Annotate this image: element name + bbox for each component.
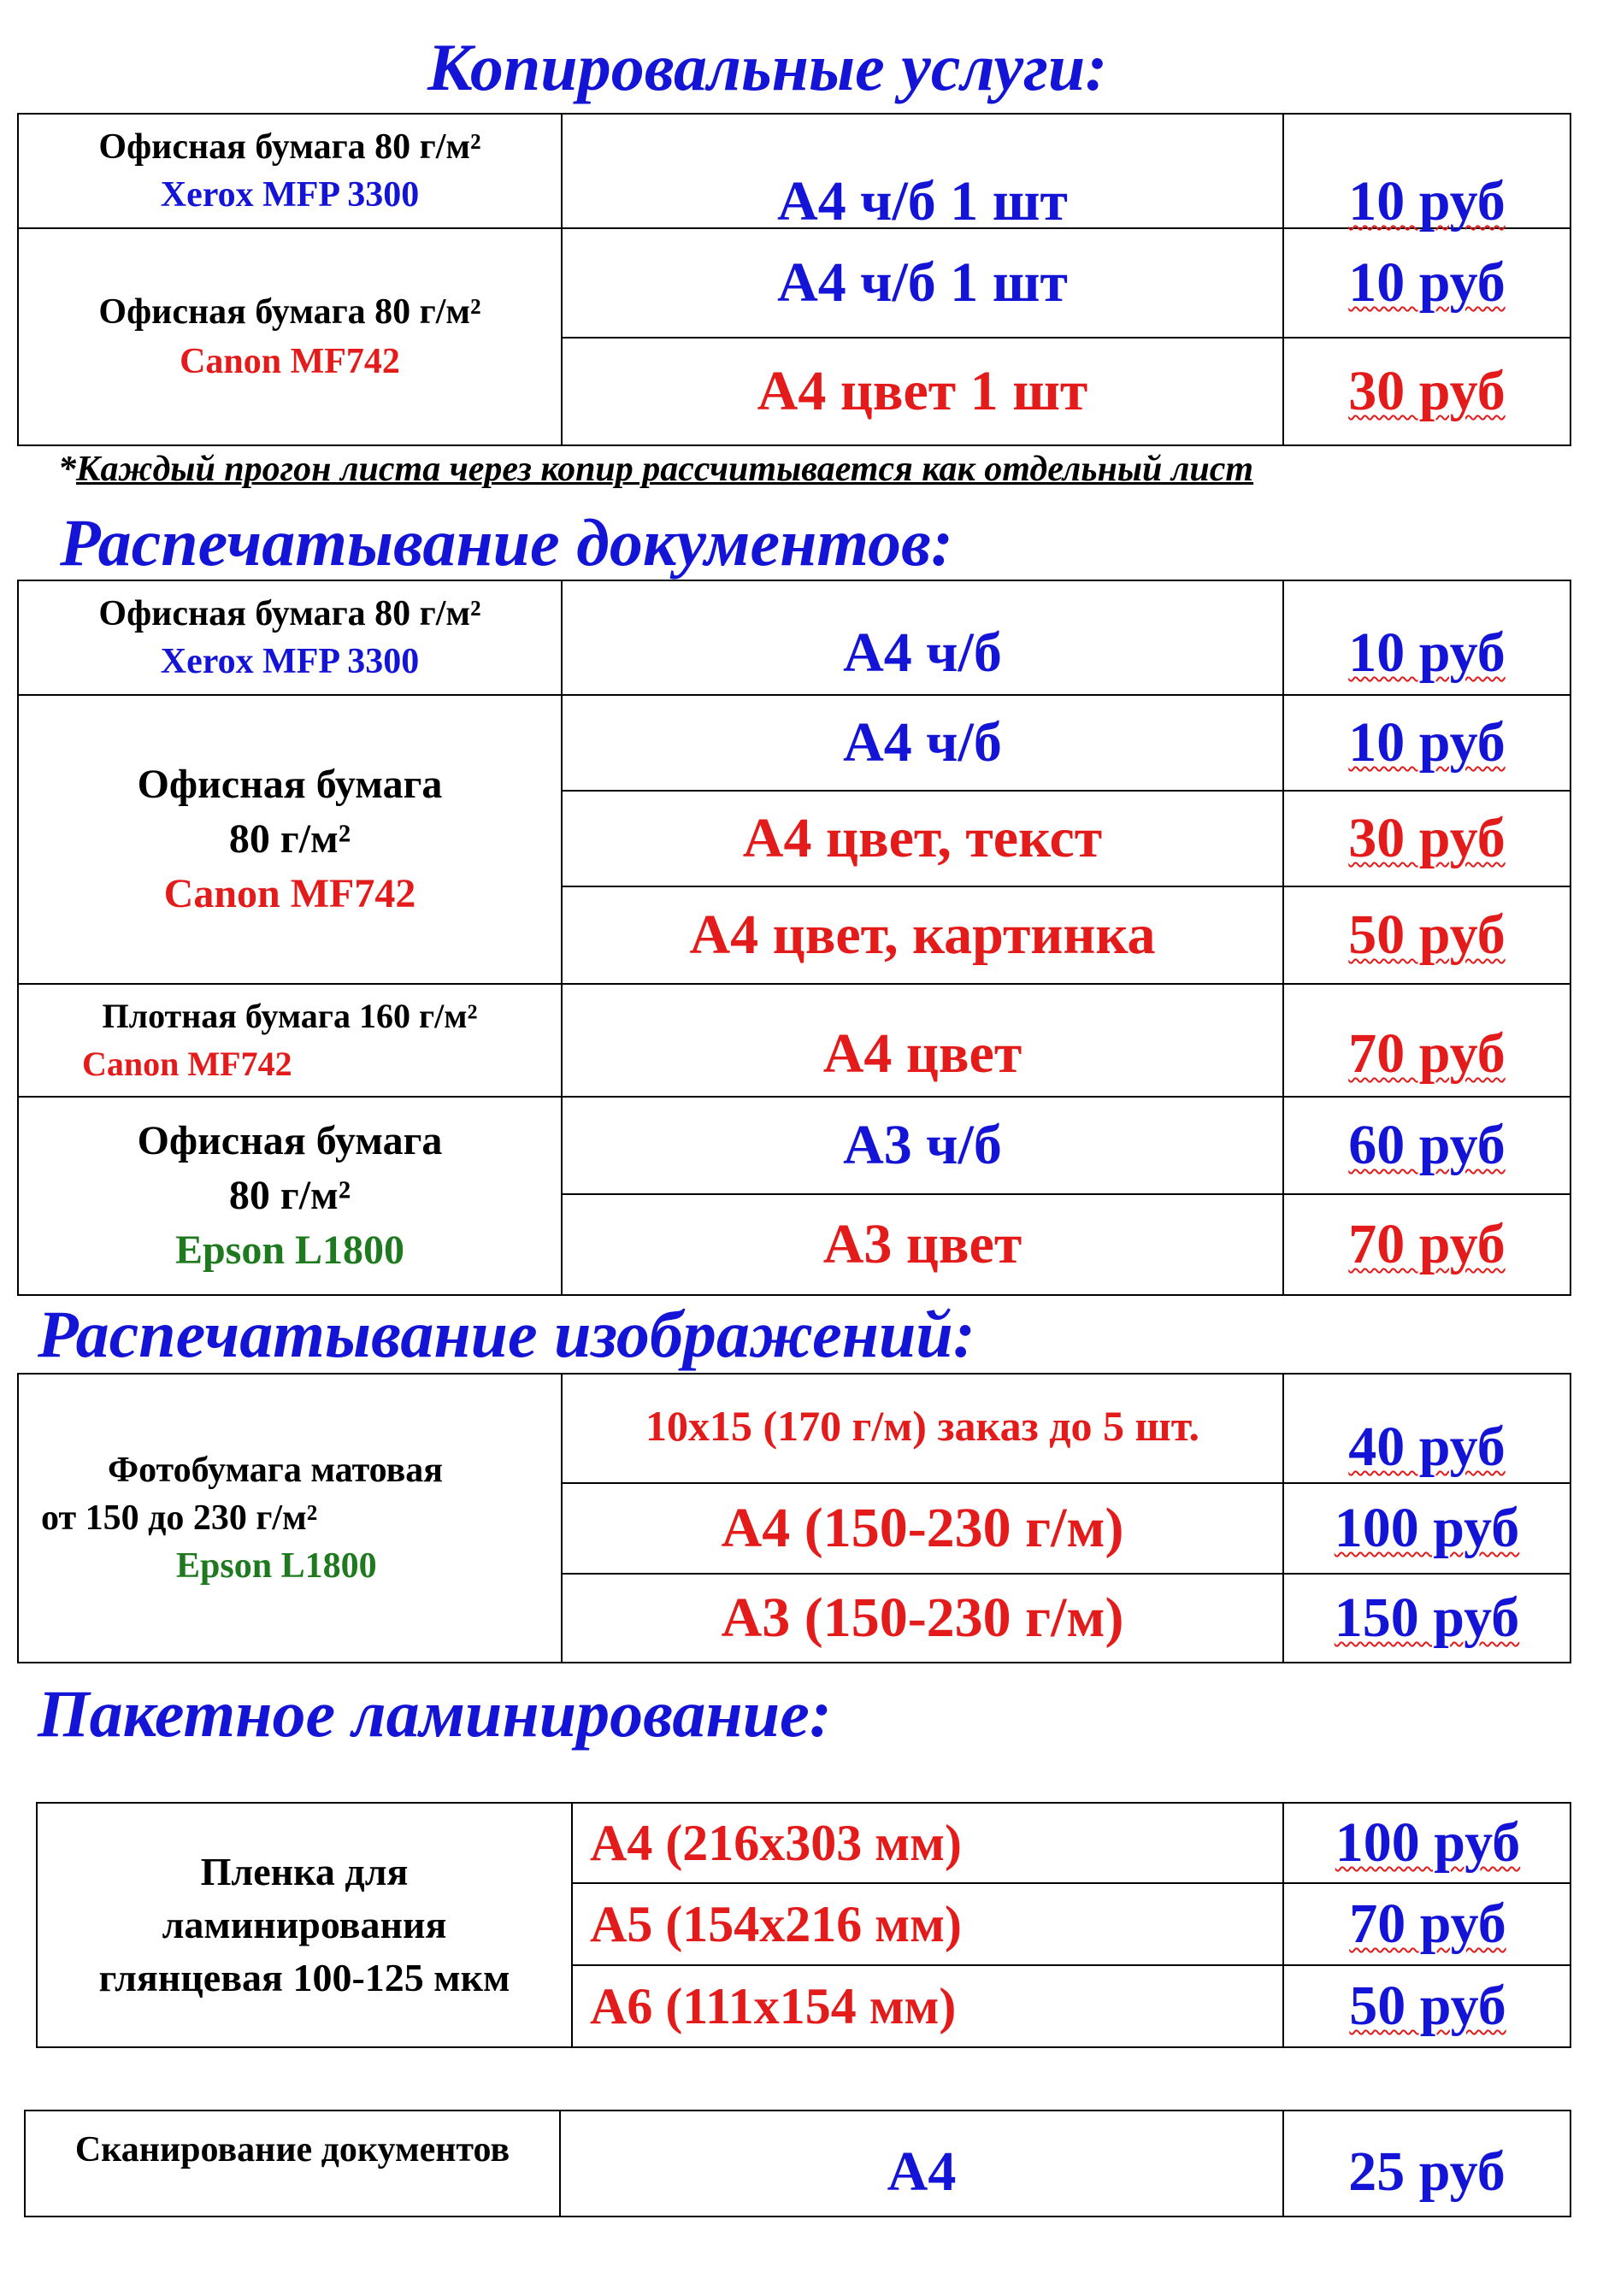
copy-row-3-price: 30 руб	[1348, 360, 1506, 422]
print-row-7-item: А3 цвет	[822, 1213, 1022, 1275]
document-printing-table	[17, 580, 1571, 1296]
print-row-4-item: А4 цвет, картинка	[689, 904, 1156, 966]
copy-row-2-desc: Офисная бумага 80 г/м² Canon MF742	[98, 292, 481, 381]
print-row-1-item: А4 ч/б	[843, 621, 1002, 684]
print-row-6-desc: Офисная бумага 80 г/м² Epson L1800	[137, 1118, 443, 1273]
copy-row-1-price: 10 руб	[1348, 170, 1506, 233]
lamination-row-1-item: А4 (216х303 мм)	[590, 1815, 963, 1871]
print-row-5-item: А4 цвет	[822, 1022, 1022, 1085]
lamination-table	[36, 1802, 1571, 2048]
print-row-2-desc: Офисная бумага 80 г/м² Canon MF742	[137, 762, 443, 916]
print-row-2-price: 10 руб	[1348, 711, 1506, 774]
lamination-row-3-item: А6 (111х154 мм)	[590, 1978, 957, 2034]
print-row-4-price: 50 руб	[1348, 904, 1506, 966]
print-row-5-desc: Плотная бумага 160 г/м² Canon MF742	[82, 997, 478, 1083]
image-row-3-item: А3 (150-230 г/м)	[721, 1587, 1124, 1649]
copy-row-2-item: А4 ч/б 1 шт	[777, 251, 1068, 314]
heading-document-printing: Распечатывание документов:	[60, 505, 953, 580]
image-row-2-item: А4 (150-230 г/м)	[721, 1497, 1124, 1559]
print-row-6-item: А3 ч/б	[843, 1114, 1002, 1176]
print-row-2-item: А4 ч/б	[843, 711, 1002, 774]
image-desc: Фотобумага матовая от 150 до 230 г/м² Epson L1800	[41, 1451, 444, 1586]
print-row-3-price: 30 руб	[1348, 807, 1506, 869]
image-row-3-price: 150 руб	[1334, 1587, 1520, 1649]
lamination-row-3-price: 50 руб	[1349, 1975, 1506, 2037]
image-row-2-price: 100 руб	[1334, 1497, 1520, 1559]
image-printing-table	[17, 1373, 1571, 1663]
copy-row-1-item: А4 ч/б 1 шт	[777, 170, 1068, 233]
copy-row-1-desc: Офисная бумага 80 г/м² Xerox MFP 3300	[98, 127, 481, 215]
print-row-3-item: А4 цвет, текст	[742, 807, 1103, 869]
heading-image-printing: Распечатывание изображений:	[38, 1297, 975, 1371]
scanning-table	[24, 2110, 1571, 2217]
lamination-row-2-item: А5 (154х216 мм)	[590, 1896, 963, 1952]
lamination-row-1-price: 100 руб	[1335, 1811, 1521, 1874]
copy-note: *Каждый прогон листа через копир рассчитывается как отдельный лист	[58, 450, 1254, 489]
heading-lamination: Пакетное ламинирование:	[38, 1676, 832, 1751]
heading-copy-services: Копировальные услуги:	[427, 30, 1108, 104]
lamination-desc: Пленка для ламинирования глянцевая 100-125 мкм	[98, 1850, 510, 1999]
scanning-price: 25 руб	[1348, 2140, 1506, 2203]
copy-services-table	[17, 113, 1571, 446]
image-row-1-item: 10х15 (170 г/м) заказ до 5 шт.	[645, 1402, 1199, 1450]
print-row-5-price: 70 руб	[1348, 1022, 1506, 1085]
print-row-1-price: 10 руб	[1348, 621, 1506, 684]
lamination-row-2-price: 70 руб	[1349, 1893, 1506, 1955]
scanning-desc: Сканирование документов	[74, 2130, 510, 2169]
copy-row-3-item: А4 цвет 1 шт	[757, 360, 1088, 422]
copy-row-2-price: 10 руб	[1348, 251, 1506, 314]
scanning-item: А4	[887, 2140, 957, 2203]
image-row-1-price: 40 руб	[1348, 1416, 1506, 1478]
print-row-6-price: 60 руб	[1348, 1114, 1506, 1176]
print-row-7-price: 70 руб	[1348, 1213, 1506, 1275]
print-row-1-desc: Офисная бумага 80 г/м² Xerox MFP 3300	[98, 594, 481, 681]
